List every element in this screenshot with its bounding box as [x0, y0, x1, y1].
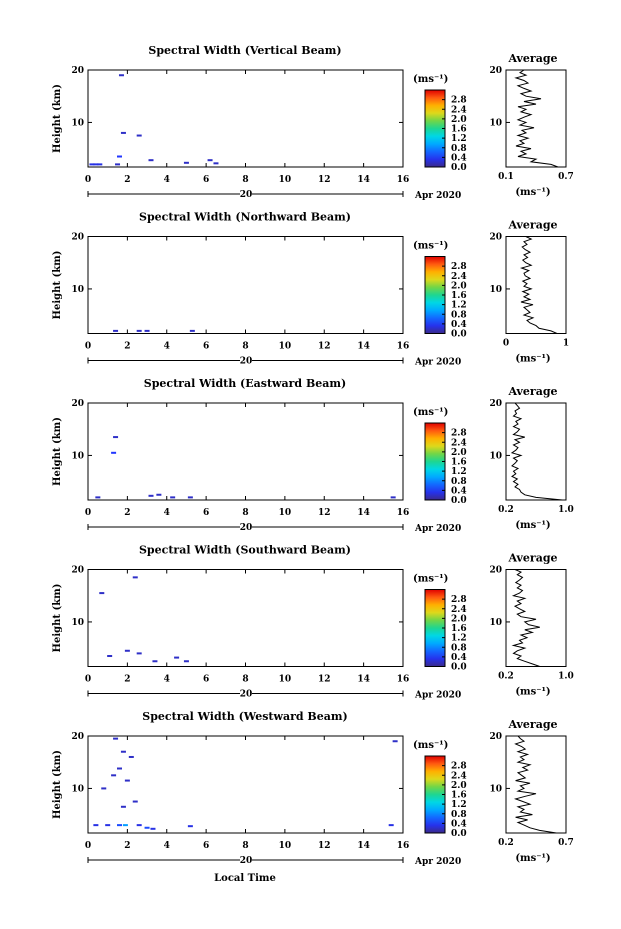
- data-point: [105, 824, 110, 826]
- data-point: [121, 806, 126, 808]
- colorbar-tick-label: 1.2: [451, 134, 467, 145]
- y-axis-label: Height (km): [52, 417, 63, 486]
- x-tick-label: 14: [357, 341, 370, 352]
- plot-frame: [88, 736, 403, 833]
- x-tick-label: 4: [163, 508, 170, 518]
- colorbar-tick-label: 0.4: [451, 819, 467, 830]
- colorbar-unit: (ms⁻¹): [413, 74, 449, 85]
- profile-x-label: (ms⁻¹): [515, 853, 551, 864]
- data-point: [174, 657, 179, 659]
- data-point: [125, 780, 130, 782]
- colorbar-tick-label: 2.0: [451, 614, 467, 625]
- x-tick-label: 2: [124, 175, 131, 185]
- colorbar-tick-label: 2.8: [451, 262, 467, 273]
- profile-frame: [506, 736, 566, 833]
- data-point: [107, 655, 112, 657]
- data-point: [111, 452, 116, 454]
- data-point: [137, 824, 142, 826]
- data-point: [125, 650, 130, 652]
- colorbar-unit: (ms⁻¹): [413, 407, 449, 418]
- data-point: [93, 824, 98, 826]
- date-label: 20: [239, 689, 253, 700]
- data-point: [121, 132, 126, 134]
- profile-title: Average: [508, 551, 558, 565]
- data-point: [393, 740, 398, 742]
- x-tick-label: 16: [396, 841, 410, 851]
- colorbar-tick-label: 2.0: [451, 281, 467, 292]
- profile-x-label: (ms⁻¹): [515, 187, 551, 198]
- profile-x-tick-label: 0.1: [498, 172, 514, 182]
- y-tick-label: 10: [71, 118, 84, 129]
- colorbar-tick-label: 1.6: [451, 790, 467, 801]
- data-point: [190, 330, 195, 332]
- profile-y-tick-label: 20: [489, 399, 502, 409]
- profile-x-tick-label: 1: [562, 338, 570, 349]
- panel-title: Spectral Width (Northward Beam): [139, 210, 351, 224]
- y-tick-label: 20: [71, 732, 84, 742]
- colorbar-tick-label: 0.0: [451, 662, 467, 673]
- date-label: 20: [239, 523, 253, 533]
- colorbar-tick-label: 0.4: [451, 486, 467, 497]
- panel-2: [52, 211, 569, 368]
- x-tick-label: 2: [124, 508, 131, 518]
- colorbar-tick-label: 0.4: [451, 652, 467, 663]
- date-label: 20: [239, 190, 253, 200]
- data-point: [99, 592, 104, 594]
- plot-frame: [88, 237, 403, 334]
- data-point: [152, 660, 157, 662]
- data-point: [188, 496, 193, 498]
- x-tick-label: 0: [84, 175, 92, 185]
- colorbar-tick-label: 2.8: [451, 761, 467, 772]
- data-point: [121, 751, 126, 753]
- data-point: [208, 159, 213, 161]
- data-point: [111, 774, 116, 776]
- x-tick-label: 10: [278, 508, 292, 518]
- x-tick-label: 14: [357, 508, 370, 518]
- x-tick-label: 0: [84, 508, 92, 518]
- month-label: Apr 2020: [415, 690, 462, 701]
- data-point: [391, 496, 396, 498]
- data-point: [156, 494, 161, 496]
- plot-frame: [88, 403, 403, 500]
- x-axis-label: Local Time: [214, 873, 276, 884]
- colorbar-tick-label: 0.8: [451, 809, 467, 820]
- colorbar-tick-label: 0.0: [451, 496, 467, 506]
- y-axis-label: Height (km): [52, 84, 63, 153]
- data-point: [145, 827, 150, 829]
- profile-line: [521, 237, 557, 334]
- x-tick-label: 10: [278, 841, 292, 851]
- x-tick-label: 6: [202, 508, 210, 518]
- y-tick-label: 10: [71, 784, 84, 795]
- colorbar-tick-label: 2.8: [451, 428, 467, 439]
- y-axis-label: Height (km): [52, 750, 63, 819]
- colorbar-tick-label: 0.0: [451, 163, 467, 173]
- data-point: [95, 496, 100, 498]
- data-point: [137, 652, 142, 654]
- x-tick-label: 2: [124, 341, 131, 352]
- colorbar-tick-label: 0.0: [451, 829, 467, 839]
- profile-x-tick-label: 0.2: [498, 505, 514, 515]
- colorbar-tick-label: 2.4: [451, 105, 467, 116]
- x-tick-label: 12: [317, 341, 331, 352]
- profile-x-tick-label: 0.2: [498, 671, 514, 682]
- data-point: [133, 801, 138, 803]
- data-point: [213, 162, 218, 164]
- x-tick-label: 16: [396, 341, 410, 352]
- data-point: [113, 436, 118, 438]
- data-point: [145, 330, 150, 332]
- panel-title: Spectral Width (Vertical Beam): [148, 44, 342, 57]
- x-tick-label: 10: [278, 341, 292, 352]
- data-point: [389, 824, 394, 826]
- colorbar-tick-label: 0.8: [451, 643, 467, 654]
- colorbar-tick-label: 1.2: [451, 800, 467, 811]
- data-point: [117, 156, 122, 158]
- colorbar-tick-label: 0.8: [451, 143, 467, 154]
- data-point: [97, 163, 102, 165]
- colorbar-tick-label: 1.2: [451, 467, 467, 478]
- x-tick-label: 0: [84, 841, 92, 851]
- data-point: [137, 135, 142, 137]
- colorbar-tick-label: 1.2: [451, 300, 467, 311]
- profile-y-tick-label: 10: [489, 284, 502, 295]
- date-label: 20: [239, 856, 253, 866]
- x-tick-label: 16: [396, 508, 410, 518]
- date-label: 20: [239, 356, 253, 367]
- profile-x-label: (ms⁻¹): [515, 353, 551, 365]
- data-point: [117, 768, 122, 770]
- data-point: [149, 495, 154, 497]
- data-point: [170, 496, 175, 498]
- colorbar-tick-label: 1.6: [451, 624, 467, 634]
- profile-x-tick-label: 1.0: [558, 671, 574, 682]
- profile-x-tick-label: 0.2: [498, 838, 514, 848]
- panel-4: [52, 544, 574, 701]
- colorbar-tick-label: 1.6: [451, 124, 467, 135]
- x-tick-label: 12: [317, 175, 331, 185]
- x-tick-label: 16: [396, 674, 410, 685]
- profile-x-label: (ms⁻¹): [515, 520, 551, 531]
- panel-title: Spectral Width (Southward Beam): [138, 543, 352, 557]
- y-tick-label: 20: [71, 565, 84, 576]
- x-tick-label: 6: [202, 175, 210, 185]
- x-tick-label: 8: [242, 841, 249, 851]
- y-tick-label: 10: [71, 451, 84, 462]
- colorbar-tick-label: 2.8: [451, 95, 467, 106]
- x-tick-label: 4: [163, 341, 170, 352]
- x-tick-label: 14: [357, 841, 370, 851]
- x-tick-label: 4: [163, 175, 170, 185]
- x-tick-label: 8: [242, 175, 249, 185]
- x-tick-label: 2: [124, 841, 131, 851]
- data-point: [119, 74, 124, 76]
- panel-5: [52, 710, 574, 884]
- y-tick-label: 20: [71, 66, 84, 76]
- x-tick-label: 6: [202, 841, 210, 851]
- profile-y-tick-label: 20: [489, 565, 502, 576]
- x-tick-label: 0: [84, 674, 92, 685]
- data-point: [150, 828, 155, 830]
- x-tick-label: 14: [357, 674, 370, 685]
- panel-3: [52, 377, 574, 534]
- x-tick-label: 12: [317, 841, 331, 851]
- colorbar-tick-label: 2.4: [451, 271, 467, 282]
- colorbar-tick-label: 2.0: [451, 780, 467, 791]
- x-tick-label: 4: [163, 841, 170, 851]
- profile-line: [516, 736, 557, 833]
- y-axis-label: Height (km): [52, 583, 63, 653]
- profile-line: [516, 70, 558, 167]
- profile-y-tick-label: 10: [489, 451, 502, 462]
- x-tick-label: 12: [317, 508, 331, 518]
- profile-title: Average: [508, 385, 558, 398]
- plot-frame: [88, 70, 403, 167]
- x-tick-label: 10: [278, 674, 292, 685]
- colorbar-tick-label: 1.6: [451, 291, 467, 301]
- profile-x-tick-label: 1.0: [558, 505, 574, 515]
- x-tick-label: 8: [242, 508, 249, 518]
- profile-frame: [506, 237, 566, 334]
- colorbar-tick-label: 1.2: [451, 633, 467, 644]
- x-tick-label: 6: [202, 674, 210, 685]
- data-point: [137, 330, 142, 332]
- x-tick-label: 4: [163, 674, 170, 685]
- profile-title: Average: [508, 52, 558, 65]
- profile-x-tick-label: 0.7: [558, 172, 574, 182]
- y-tick-label: 10: [71, 284, 84, 295]
- profile-frame: [506, 403, 566, 500]
- month-label: Apr 2020: [415, 191, 462, 201]
- data-point: [117, 824, 122, 826]
- profile-y-tick-label: 10: [489, 118, 502, 129]
- x-tick-label: 10: [278, 175, 292, 185]
- month-label: Apr 2020: [415, 357, 462, 368]
- profile-y-tick-label: 20: [489, 66, 502, 76]
- profile-x-label: (ms⁻¹): [515, 686, 551, 698]
- month-label: Apr 2020: [415, 524, 462, 534]
- data-point: [113, 738, 118, 740]
- colorbar-tick-label: 1.6: [451, 457, 467, 468]
- profile-y-tick-label: 20: [489, 732, 502, 742]
- x-tick-label: 14: [357, 175, 370, 185]
- data-point: [188, 825, 193, 827]
- data-point: [115, 163, 120, 165]
- profile-y-tick-label: 10: [489, 784, 502, 795]
- x-tick-label: 0: [84, 341, 92, 352]
- panel-title: Spectral Width (Eastward Beam): [143, 377, 347, 390]
- profile-line: [514, 570, 540, 667]
- colorbar-tick-label: 0.0: [451, 329, 467, 340]
- y-tick-label: 10: [71, 617, 84, 628]
- data-point: [184, 162, 189, 164]
- y-tick-label: 20: [71, 399, 84, 409]
- x-tick-label: 12: [317, 674, 331, 685]
- profile-x-tick-label: 0.7: [558, 838, 574, 848]
- colorbar-tick-label: 2.8: [451, 595, 467, 606]
- data-point: [101, 787, 106, 789]
- profile-title: Average: [508, 218, 558, 232]
- profile-y-tick-label: 20: [489, 232, 502, 243]
- x-tick-label: 6: [202, 341, 210, 352]
- data-point: [123, 824, 128, 826]
- data-point: [129, 756, 134, 758]
- profile-line: [512, 403, 562, 500]
- colorbar-tick-label: 0.8: [451, 310, 467, 321]
- colorbar-unit: (ms⁻¹): [413, 240, 449, 252]
- data-point: [133, 576, 138, 578]
- panel-1: [52, 44, 574, 201]
- data-point: [113, 330, 118, 332]
- profile-x-tick-label: 0: [502, 338, 510, 349]
- colorbar-tick-label: 2.0: [451, 447, 467, 458]
- colorbar-tick-label: 0.4: [451, 153, 467, 164]
- colorbar-tick-label: 0.8: [451, 476, 467, 487]
- data-point: [149, 159, 154, 161]
- colorbar-unit: (ms⁻¹): [413, 573, 449, 585]
- profile-frame: [506, 70, 566, 167]
- colorbar-tick-label: 0.4: [451, 319, 467, 330]
- colorbar-tick-label: 2.4: [451, 771, 467, 782]
- panel-title: Spectral Width (Westward Beam): [142, 710, 348, 723]
- colorbar-tick-label: 2.0: [451, 114, 467, 125]
- x-tick-label: 8: [242, 674, 249, 685]
- profile-title: Average: [508, 718, 558, 731]
- plot-frame: [88, 570, 403, 667]
- data-point: [184, 660, 189, 662]
- y-tick-label: 20: [71, 232, 84, 243]
- colorbar-unit: (ms⁻¹): [413, 740, 449, 751]
- x-tick-label: 8: [242, 341, 249, 352]
- month-label: Apr 2020: [415, 857, 462, 867]
- colorbar-tick-label: 2.4: [451, 604, 467, 615]
- y-axis-label: Height (km): [52, 250, 63, 320]
- profile-y-tick-label: 10: [489, 617, 502, 628]
- x-tick-label: 16: [396, 175, 410, 185]
- x-tick-label: 2: [124, 674, 131, 685]
- colorbar-tick-label: 2.4: [451, 438, 467, 449]
